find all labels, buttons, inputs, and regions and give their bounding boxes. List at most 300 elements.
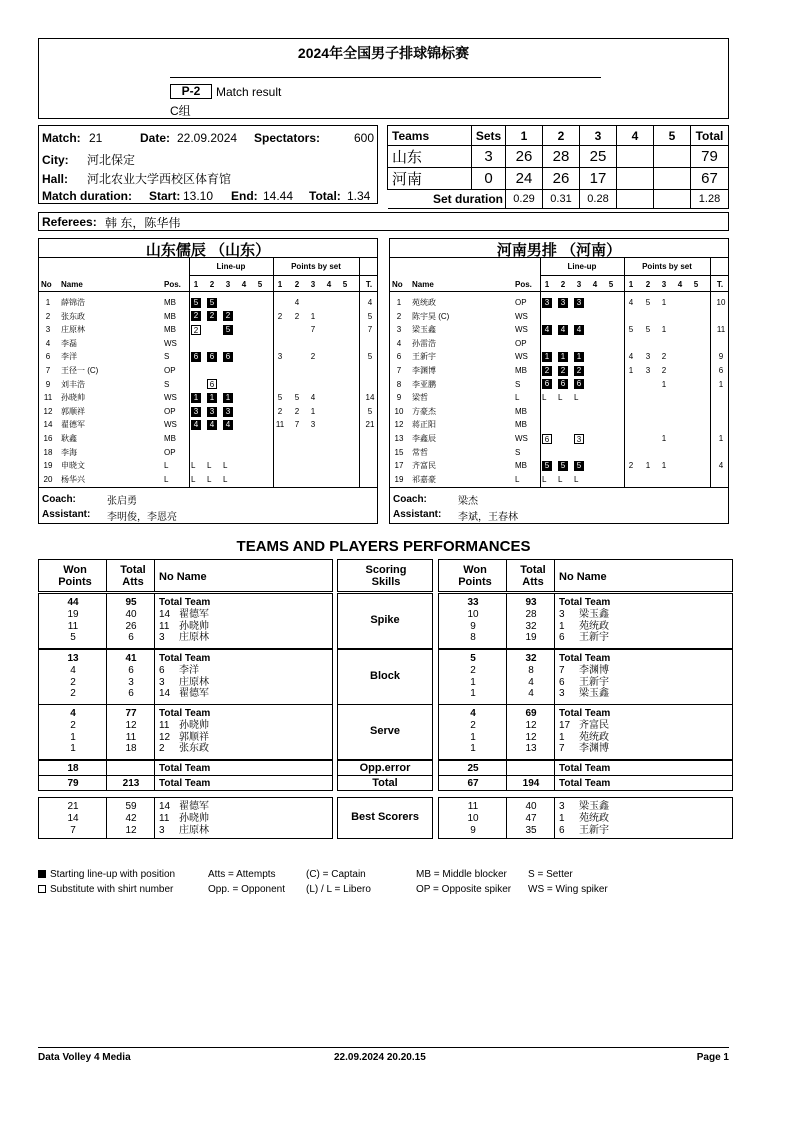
legend-text: Substitute with shirt number (50, 884, 174, 895)
won-points: 10 (467, 812, 479, 824)
footer-timestamp: 22.09.2024 20.20.15 (334, 1052, 426, 1063)
player-name: 孙晓帅 (179, 620, 209, 632)
total-points: 4 (718, 461, 724, 471)
player-number: 6 (559, 676, 565, 688)
lineup-cell (191, 391, 201, 404)
total-attempts: 4 (528, 676, 534, 688)
starting-position-square: 5 (207, 298, 217, 308)
body-divider (390, 487, 728, 488)
libero-mark: L (223, 461, 228, 471)
set-points: 3 (310, 420, 316, 430)
player-name: 李亚鹏 (412, 379, 436, 389)
set-duration: 0.31 (543, 190, 580, 209)
skill-cell (337, 593, 433, 649)
player-name: 李洋 (179, 664, 199, 676)
total-attempts: 19 (525, 632, 537, 644)
player-number: 11 (159, 620, 170, 632)
player-name: 李鑫辰 (412, 434, 436, 443)
player-position: L (164, 461, 169, 471)
player-name: 申晓文 (61, 461, 85, 471)
player-name: 翟德军 (61, 420, 85, 430)
player-number: 14 (43, 420, 53, 430)
lineup-cell (574, 364, 584, 377)
no-header: No (41, 280, 52, 289)
player-number: 19 (43, 461, 53, 471)
player-name: Total Team (559, 778, 611, 789)
lineup-cell (191, 405, 201, 418)
won-points: 33 (467, 597, 479, 608)
lineup-cell (207, 350, 217, 363)
won-points: 11 (67, 620, 79, 632)
col-divider (554, 560, 555, 591)
player-name: 李渊博 (579, 664, 609, 676)
lineup-cell (542, 364, 552, 377)
set2-header: 2 (543, 126, 580, 146)
total-duration: 1.34 (347, 189, 371, 203)
page-number: Page 1 (696, 1052, 729, 1063)
lineup-cell (574, 432, 584, 445)
points-col-header: 4 (326, 280, 332, 289)
total-attempts: 26 (125, 620, 137, 632)
col-divider (506, 798, 507, 838)
player-name: 常哲 (412, 447, 428, 457)
set-points: 7 (310, 325, 316, 335)
lineup-cell (574, 378, 584, 391)
legend-mb: MB = Middle blocker (416, 869, 507, 880)
starting-position-square: 1 (558, 352, 568, 362)
team-name: 河南 (388, 168, 472, 190)
lineup-header: Line-up (567, 262, 597, 271)
player-name: 李磊 (61, 338, 77, 348)
set-points: 5 (628, 325, 634, 335)
lineup-col-header: 1 (544, 280, 550, 289)
player-name: Total Team (159, 653, 211, 664)
won-points: 1 (470, 731, 476, 743)
starting-position-square: 3 (207, 407, 217, 417)
total-points: 7 (367, 325, 373, 335)
set-score: 28 (543, 146, 580, 168)
starting-position-square: 6 (223, 352, 233, 362)
lineup-cell (542, 296, 552, 309)
player-name: 庄原林 (61, 325, 85, 335)
total-points: 5 (367, 311, 373, 321)
player-position: MB (515, 366, 527, 375)
libero-mark: L (542, 474, 547, 484)
set-points: 5 (645, 325, 651, 335)
total-attempts: 3 (128, 676, 134, 688)
spectators-label: Spectators: (254, 131, 321, 145)
col-divider (106, 705, 107, 759)
starting-position-square: 5 (542, 461, 552, 471)
assistant-label: Assistant: (42, 509, 91, 520)
player-number: 14 (159, 688, 171, 700)
player-number: 6 (45, 352, 51, 362)
player-number: 13 (394, 434, 404, 443)
no-header: No (392, 280, 403, 289)
player-name: 张东政 (179, 743, 209, 755)
libero-mark: L (207, 474, 212, 484)
col-divider (106, 798, 107, 838)
starting-position-square: 2 (542, 366, 552, 376)
lineup-cell (558, 364, 568, 377)
player-number: 6 (559, 632, 565, 644)
starting-position-square: 2 (207, 311, 217, 321)
total-points: 9 (718, 352, 724, 362)
won-points: 1 (470, 676, 476, 688)
col-divider (506, 560, 507, 591)
total-attempts: 77 (125, 708, 137, 719)
skill-cell (337, 760, 433, 776)
lineup-cell (223, 391, 233, 404)
score-row-home (388, 146, 729, 168)
lineup-cell (558, 350, 568, 363)
lineup-header: Line-up (216, 262, 246, 271)
lineup-cell (223, 323, 233, 336)
score-table (387, 125, 729, 209)
lineup-cell (207, 296, 217, 309)
total-points: 14 (365, 393, 375, 403)
won-points: 79 (67, 778, 79, 789)
won-points: 2 (70, 676, 76, 688)
start-time: 13.10 (183, 189, 214, 203)
player-number: 15 (394, 447, 404, 457)
player-number: 3 (159, 824, 165, 836)
total-attempts: 95 (125, 597, 137, 608)
total-attempts: 12 (525, 719, 537, 731)
set-points: 5 (277, 393, 283, 403)
total-attempts: 35 (525, 824, 537, 836)
set-duration (654, 190, 691, 209)
total-attempts: 32 (525, 620, 537, 632)
won-points: 1 (70, 731, 76, 743)
lineup-cell (542, 432, 552, 445)
starting-position-square: 3 (558, 298, 568, 308)
lineup-cell (574, 473, 578, 486)
player-position: L (515, 474, 520, 484)
date-label: Date: (140, 131, 171, 145)
assistant-name: 李明俊，李恩亮 (107, 512, 177, 523)
coach-name: 张启勇 (107, 496, 137, 507)
col-divider (554, 650, 555, 704)
won-points: 4 (70, 708, 76, 719)
skill-name: Block (370, 670, 400, 682)
team-name: 山东 (388, 146, 472, 168)
won-points: 44 (67, 597, 79, 608)
set4-header: 4 (617, 126, 654, 146)
legend-op: OP = Opposite spiker (416, 884, 512, 895)
starting-position-square: 4 (207, 420, 217, 430)
player-number: 14 (159, 801, 171, 812)
lineup-cell (542, 459, 552, 472)
player-position: OP (164, 447, 176, 457)
lineup-cell (542, 323, 552, 336)
player-name: Total Team (159, 708, 211, 719)
lineup-cell (574, 391, 578, 404)
won-points: 10 (467, 608, 479, 620)
player-number: 7 (45, 366, 51, 375)
player-position: S (164, 352, 170, 362)
total-attempts: 69 (525, 708, 537, 719)
starting-position-square: 1 (574, 352, 584, 362)
total-attempts: 6 (128, 688, 134, 700)
col-divider (554, 594, 555, 648)
starting-position-square: 5 (574, 461, 584, 471)
total-atts-header: Total Atts (520, 564, 546, 588)
player-position: L (515, 393, 520, 403)
libero-mark: L (191, 461, 196, 471)
player-name: Total Team (159, 763, 211, 774)
won-points: 9 (470, 824, 476, 836)
roster-away (389, 238, 729, 524)
total-attempts: 28 (525, 608, 537, 620)
referees-box (38, 212, 729, 231)
player-name: 刘丰浩 (61, 379, 85, 389)
player-name: 庄原林 (179, 676, 209, 688)
player-name: 孙雷浩 (412, 338, 436, 348)
set-score: 26 (506, 146, 543, 168)
coach-name: 梁杰 (458, 496, 478, 507)
roster-home (38, 238, 378, 524)
perf-header-skills (337, 559, 433, 592)
total-attempts: 42 (125, 812, 137, 824)
perf-row-b (438, 775, 733, 791)
lineup-cell (574, 296, 584, 309)
perf-section-home (38, 593, 333, 649)
player-name: 李洋 (61, 352, 77, 362)
player-number: 12 (43, 406, 53, 416)
page-title: 2024年全国男子排球锦标赛 (297, 45, 470, 61)
won-points: 2 (70, 688, 76, 700)
set-duration: 0.28 (580, 190, 617, 209)
player-name: 杨华兴 (61, 474, 85, 484)
player-position: WS (164, 338, 177, 348)
col-divider (554, 798, 555, 838)
won-points: 2 (70, 719, 76, 731)
total-attempts: 47 (525, 812, 537, 824)
player-position: MB (515, 406, 527, 416)
total-attempts: 6 (128, 664, 134, 676)
won-points: 1 (470, 688, 476, 700)
lineup-col-header: 2 (209, 280, 215, 289)
total-attempts: 4 (528, 688, 534, 700)
set-points: 3 (645, 366, 651, 375)
perf-section-away (438, 593, 733, 649)
player-number: 7 (396, 366, 402, 375)
player-position: WS (515, 325, 528, 335)
match-info-box (38, 125, 378, 204)
won-points: 13 (67, 653, 79, 664)
player-name: 陈宇昊 (C) (412, 311, 450, 321)
starting-position-square: 2 (558, 366, 568, 376)
player-number: 2 (396, 311, 402, 321)
starting-position-square: 3 (574, 298, 584, 308)
total-atts-header: Total Atts (120, 564, 146, 588)
header-box (38, 38, 729, 119)
lineup-cell (191, 296, 201, 309)
skill-name: Opp.error (359, 762, 411, 774)
set3-header: 3 (580, 126, 617, 146)
won-points: 25 (467, 763, 479, 774)
legend-substitute (38, 884, 173, 895)
lineup-col-header: 4 (241, 280, 247, 289)
teams-header: Teams (388, 126, 472, 146)
libero-mark: L (574, 474, 579, 484)
footer-left: Data Volley 4 Media (38, 1052, 131, 1063)
set-points: 1 (310, 406, 316, 416)
performance-title: TEAMS AND PLAYERS PERFORMANCES (236, 538, 531, 555)
starting-position-square: 3 (223, 407, 233, 417)
player-number: 1 (45, 298, 51, 307)
player-number: 3 (159, 676, 165, 688)
total-attempts: 18 (125, 743, 137, 755)
best-scorers-b (438, 797, 733, 839)
total-score: 67 (691, 168, 729, 190)
player-number: 3 (559, 608, 565, 620)
player-name: 梁哲 (412, 393, 428, 403)
won-points: 2 (470, 719, 476, 731)
skill-cell (337, 649, 433, 705)
player-number: 2 (45, 311, 51, 321)
set-points: 7 (294, 420, 300, 430)
set-points: 1 (661, 379, 667, 389)
starting-position-square: 6 (558, 379, 568, 389)
legend-atts: Atts = Attempts (208, 869, 276, 880)
set-points: 3 (645, 352, 651, 362)
starting-position-square: 6 (574, 379, 584, 389)
libero-mark: L (574, 393, 579, 403)
coach-label: Coach: (42, 494, 76, 505)
player-number: 20 (43, 474, 53, 484)
points-col-header: 3 (310, 280, 316, 289)
player-name: 苑统政 (579, 731, 609, 743)
perf-header-away (438, 559, 733, 592)
set-points: 2 (294, 311, 300, 321)
won-points: 8 (470, 632, 476, 644)
set-score: 24 (506, 168, 543, 190)
player-name: Total Team (559, 763, 611, 774)
set-score (617, 168, 654, 190)
total-attempts: 40 (525, 801, 537, 812)
substitute-square: 6 (542, 434, 552, 444)
assistant-label: Assistant: (393, 509, 442, 520)
lineup-cell (207, 459, 211, 472)
col-divider (554, 705, 555, 759)
player-name: 王新宇 (579, 632, 609, 644)
player-name: 梁玉鑫 (579, 608, 609, 620)
end-label: End: (231, 189, 258, 203)
starting-position-square: 6 (191, 352, 201, 362)
player-number: 11 (43, 393, 53, 403)
won-points: 4 (70, 664, 76, 676)
lineup-col-header: 3 (576, 280, 582, 289)
header-divider (189, 275, 377, 276)
set-points: 5 (645, 298, 651, 307)
points-by-set-header: Points by set (291, 262, 341, 271)
player-number: 6 (396, 352, 402, 362)
set-score: 26 (543, 168, 580, 190)
set5-header: 5 (654, 126, 691, 146)
player-name: Total Team (559, 708, 611, 719)
column-divider (359, 258, 360, 487)
won-points: 1 (70, 743, 76, 755)
total-points: 6 (718, 366, 724, 375)
column-divider (710, 258, 711, 487)
player-position: OP (515, 338, 527, 348)
player-position: OP (164, 366, 176, 375)
total-attempts: 12 (525, 731, 537, 743)
lineup-cell (542, 350, 552, 363)
player-number: 4 (396, 338, 402, 348)
player-number: 3 (559, 688, 565, 700)
player-number: 8 (396, 379, 402, 389)
col-divider (506, 761, 507, 775)
total-attempts: 8 (528, 664, 534, 676)
player-number: 16 (43, 434, 53, 443)
player-position: WS (515, 311, 528, 321)
total-set-duration: 1.28 (691, 190, 729, 209)
starting-position-square: 1 (207, 393, 217, 403)
player-name: 薛锦浩 (61, 298, 85, 307)
points-col-header: 1 (628, 280, 634, 289)
player-number: 2 (159, 743, 165, 755)
player-number: 11 (159, 719, 170, 731)
set-points: 1 (661, 434, 667, 443)
player-position: S (515, 447, 521, 457)
lineup-col-header: 5 (257, 280, 263, 289)
total-attempts: 12 (125, 719, 137, 731)
lineup-cell (223, 418, 233, 431)
starting-position-square: 4 (542, 325, 552, 335)
perf-header-home (38, 559, 333, 592)
player-number: 12 (159, 731, 171, 743)
set-points: 1 (661, 461, 667, 471)
set-score (654, 168, 691, 190)
set-duration: 0.29 (506, 190, 543, 209)
player-name: 苑统政 (579, 812, 609, 824)
scoring-skills-header: Scoring Skills (365, 564, 407, 588)
points-col-header: 5 (342, 280, 348, 289)
won-points: 11 (467, 801, 479, 812)
legend-text: Starting line-up with position (50, 869, 176, 880)
points-col-header: 4 (677, 280, 683, 289)
player-name: 翟德军 (179, 608, 209, 620)
name-header: Name (412, 280, 434, 289)
col-divider (506, 776, 507, 790)
match-code-badge: P-2 (170, 84, 212, 99)
lineup-cell (223, 459, 227, 472)
player-name: 翟德军 (179, 801, 209, 812)
player-position: MB (164, 434, 176, 443)
player-name: 张东政 (61, 311, 85, 321)
lineup-cell (558, 391, 562, 404)
column-divider (273, 258, 274, 487)
total-attempts: 213 (122, 778, 140, 789)
header-rule (170, 77, 601, 78)
player-number: 11 (159, 812, 170, 824)
set-points: 1 (628, 366, 634, 375)
player-position: MB (164, 325, 176, 335)
player-name: 郭顺祥 (179, 731, 209, 743)
empty-square-icon (38, 885, 46, 893)
won-points: 5 (470, 653, 476, 664)
assistant-name: 李斌，王春林 (458, 512, 518, 523)
set-points: 4 (310, 393, 316, 403)
lineup-cell (574, 350, 584, 363)
player-position: WS (515, 434, 528, 443)
total-attempts: 40 (125, 608, 137, 620)
lineup-cell (223, 405, 233, 418)
libero-mark: L (223, 474, 228, 484)
